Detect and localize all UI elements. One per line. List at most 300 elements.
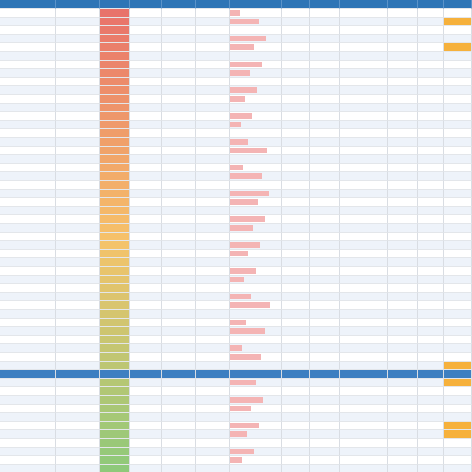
- table-cell[interactable]: [0, 190, 56, 199]
- table-cell[interactable]: [100, 448, 130, 457]
- table-cell[interactable]: [100, 155, 130, 164]
- table-cell[interactable]: [418, 198, 444, 207]
- table-cell[interactable]: [310, 379, 340, 388]
- table-cell[interactable]: [196, 250, 230, 259]
- table-cell[interactable]: [340, 95, 388, 104]
- column-header[interactable]: [0, 0, 56, 9]
- table-cell[interactable]: [230, 26, 282, 35]
- table-cell[interactable]: [230, 405, 282, 414]
- table-cell[interactable]: [340, 258, 388, 267]
- table-cell[interactable]: [310, 43, 340, 52]
- table-cell[interactable]: [100, 164, 130, 173]
- table-cell[interactable]: [100, 129, 130, 138]
- table-cell[interactable]: [100, 86, 130, 95]
- table-cell[interactable]: [0, 104, 56, 113]
- table-cell[interactable]: [100, 121, 130, 130]
- table-cell[interactable]: [230, 241, 282, 250]
- table-cell[interactable]: [100, 35, 130, 44]
- table-cell[interactable]: [230, 319, 282, 328]
- table-cell[interactable]: [388, 138, 418, 147]
- table-cell[interactable]: [130, 129, 162, 138]
- table-cell[interactable]: [310, 112, 340, 121]
- table-cell[interactable]: [388, 69, 418, 78]
- table-cell[interactable]: [310, 172, 340, 181]
- table-cell[interactable]: [444, 465, 472, 472]
- table-cell[interactable]: [162, 396, 196, 405]
- table-cell[interactable]: [130, 35, 162, 44]
- table-cell[interactable]: [162, 258, 196, 267]
- table-cell[interactable]: [130, 147, 162, 156]
- table-cell[interactable]: [418, 95, 444, 104]
- table-cell[interactable]: [56, 69, 100, 78]
- table-cell[interactable]: [56, 190, 100, 199]
- table-cell[interactable]: [162, 413, 196, 422]
- table-cell[interactable]: [100, 422, 130, 431]
- table-cell[interactable]: [162, 69, 196, 78]
- table-cell[interactable]: [100, 387, 130, 396]
- table-cell[interactable]: [418, 276, 444, 285]
- table-cell[interactable]: [282, 18, 310, 27]
- table-cell[interactable]: [340, 465, 388, 472]
- table-cell[interactable]: [0, 465, 56, 472]
- table-cell[interactable]: [340, 69, 388, 78]
- table-cell[interactable]: [100, 370, 130, 379]
- table-cell[interactable]: [310, 181, 340, 190]
- table-cell[interactable]: [444, 155, 472, 164]
- table-cell[interactable]: [0, 172, 56, 181]
- table-cell[interactable]: [0, 370, 56, 379]
- table-cell[interactable]: [282, 78, 310, 87]
- table-cell[interactable]: [56, 198, 100, 207]
- table-cell[interactable]: [310, 86, 340, 95]
- table-cell[interactable]: [418, 301, 444, 310]
- table-cell[interactable]: [162, 448, 196, 457]
- table-cell[interactable]: [162, 121, 196, 130]
- table-cell[interactable]: [162, 310, 196, 319]
- table-cell[interactable]: [0, 258, 56, 267]
- table-cell[interactable]: [100, 293, 130, 302]
- table-cell[interactable]: [196, 155, 230, 164]
- table-cell[interactable]: [196, 387, 230, 396]
- table-cell[interactable]: [56, 413, 100, 422]
- table-cell[interactable]: [388, 379, 418, 388]
- table-cell[interactable]: [388, 293, 418, 302]
- table-cell[interactable]: [444, 181, 472, 190]
- table-cell[interactable]: [418, 164, 444, 173]
- table-cell[interactable]: [130, 69, 162, 78]
- table-cell[interactable]: [130, 155, 162, 164]
- table-cell[interactable]: [56, 224, 100, 233]
- table-cell[interactable]: [130, 86, 162, 95]
- column-header[interactable]: [130, 0, 162, 9]
- table-cell[interactable]: [418, 258, 444, 267]
- table-cell[interactable]: [282, 465, 310, 472]
- table-cell[interactable]: [196, 319, 230, 328]
- table-cell[interactable]: [388, 155, 418, 164]
- table-cell[interactable]: [196, 18, 230, 27]
- table-cell[interactable]: [0, 147, 56, 156]
- table-cell[interactable]: [388, 344, 418, 353]
- table-cell[interactable]: [196, 405, 230, 414]
- table-cell[interactable]: [340, 147, 388, 156]
- table-cell[interactable]: [418, 370, 444, 379]
- table-cell[interactable]: [0, 26, 56, 35]
- table-cell[interactable]: [162, 61, 196, 70]
- table-cell[interactable]: [230, 35, 282, 44]
- table-cell[interactable]: [388, 362, 418, 371]
- table-cell[interactable]: [388, 250, 418, 259]
- table-cell[interactable]: [196, 129, 230, 138]
- table-cell[interactable]: [56, 327, 100, 336]
- table-cell[interactable]: [230, 396, 282, 405]
- table-cell[interactable]: [0, 413, 56, 422]
- table-cell[interactable]: [56, 301, 100, 310]
- table-cell[interactable]: [388, 147, 418, 156]
- table-cell[interactable]: [0, 164, 56, 173]
- table-cell[interactable]: [162, 379, 196, 388]
- table-cell[interactable]: [282, 336, 310, 345]
- table-cell[interactable]: [282, 353, 310, 362]
- table-cell[interactable]: [130, 456, 162, 465]
- table-cell[interactable]: [56, 104, 100, 113]
- table-cell[interactable]: [310, 344, 340, 353]
- table-cell[interactable]: [230, 379, 282, 388]
- table-cell[interactable]: [130, 181, 162, 190]
- table-cell[interactable]: [310, 26, 340, 35]
- table-cell[interactable]: [340, 448, 388, 457]
- table-cell[interactable]: [310, 293, 340, 302]
- table-cell[interactable]: [418, 267, 444, 276]
- table-cell[interactable]: [310, 147, 340, 156]
- table-cell[interactable]: [282, 164, 310, 173]
- table-cell[interactable]: [196, 327, 230, 336]
- table-cell[interactable]: [444, 104, 472, 113]
- table-cell[interactable]: [130, 61, 162, 70]
- table-cell[interactable]: [162, 155, 196, 164]
- table-cell[interactable]: [282, 258, 310, 267]
- table-cell[interactable]: [196, 181, 230, 190]
- table-cell[interactable]: [100, 78, 130, 87]
- table-cell[interactable]: [444, 190, 472, 199]
- table-cell[interactable]: [56, 61, 100, 70]
- table-cell[interactable]: [388, 327, 418, 336]
- table-cell[interactable]: [444, 344, 472, 353]
- table-cell[interactable]: [230, 362, 282, 371]
- table-cell[interactable]: [340, 250, 388, 259]
- table-cell[interactable]: [162, 172, 196, 181]
- table-cell[interactable]: [196, 69, 230, 78]
- table-cell[interactable]: [418, 319, 444, 328]
- table-cell[interactable]: [444, 233, 472, 242]
- table-cell[interactable]: [418, 52, 444, 61]
- table-cell[interactable]: [196, 362, 230, 371]
- table-cell[interactable]: [388, 43, 418, 52]
- table-cell[interactable]: [282, 172, 310, 181]
- table-cell[interactable]: [56, 172, 100, 181]
- table-cell[interactable]: [196, 465, 230, 472]
- table-cell[interactable]: [56, 379, 100, 388]
- table-cell[interactable]: [340, 207, 388, 216]
- table-cell[interactable]: [162, 276, 196, 285]
- table-cell[interactable]: [0, 422, 56, 431]
- table-cell[interactable]: [388, 439, 418, 448]
- table-cell[interactable]: [418, 439, 444, 448]
- table-cell[interactable]: [340, 18, 388, 27]
- table-cell[interactable]: [444, 284, 472, 293]
- table-cell[interactable]: [418, 18, 444, 27]
- table-cell[interactable]: [0, 353, 56, 362]
- table-cell[interactable]: [310, 430, 340, 439]
- table-cell[interactable]: [444, 121, 472, 130]
- table-cell[interactable]: [56, 293, 100, 302]
- table-cell[interactable]: [230, 448, 282, 457]
- table-cell[interactable]: [418, 224, 444, 233]
- table-cell[interactable]: [0, 456, 56, 465]
- table-cell[interactable]: [418, 172, 444, 181]
- table-cell[interactable]: [282, 233, 310, 242]
- table-cell[interactable]: [196, 112, 230, 121]
- table-cell[interactable]: [56, 344, 100, 353]
- table-cell[interactable]: [388, 396, 418, 405]
- table-cell[interactable]: [100, 465, 130, 472]
- table-cell[interactable]: [0, 129, 56, 138]
- column-header[interactable]: [162, 0, 196, 9]
- table-cell[interactable]: [388, 267, 418, 276]
- table-cell[interactable]: [56, 456, 100, 465]
- table-cell[interactable]: [0, 95, 56, 104]
- table-cell[interactable]: [418, 353, 444, 362]
- table-cell[interactable]: [162, 370, 196, 379]
- table-cell[interactable]: [340, 267, 388, 276]
- table-cell[interactable]: [196, 353, 230, 362]
- table-cell[interactable]: [310, 129, 340, 138]
- table-cell[interactable]: [130, 258, 162, 267]
- table-cell[interactable]: [196, 198, 230, 207]
- table-cell[interactable]: [310, 61, 340, 70]
- table-cell[interactable]: [388, 284, 418, 293]
- table-cell[interactable]: [388, 370, 418, 379]
- table-cell[interactable]: [162, 362, 196, 371]
- table-cell[interactable]: [230, 336, 282, 345]
- table-cell[interactable]: [388, 405, 418, 414]
- table-cell[interactable]: [130, 18, 162, 27]
- table-cell[interactable]: [196, 224, 230, 233]
- table-cell[interactable]: [418, 155, 444, 164]
- table-cell[interactable]: [0, 387, 56, 396]
- table-cell[interactable]: [130, 52, 162, 61]
- table-cell[interactable]: [0, 362, 56, 371]
- table-cell[interactable]: [388, 413, 418, 422]
- table-cell[interactable]: [418, 284, 444, 293]
- table-cell[interactable]: [230, 129, 282, 138]
- table-cell[interactable]: [310, 422, 340, 431]
- table-cell[interactable]: [310, 250, 340, 259]
- table-cell[interactable]: [418, 207, 444, 216]
- table-cell[interactable]: [100, 147, 130, 156]
- table-cell[interactable]: [418, 138, 444, 147]
- table-cell[interactable]: [56, 353, 100, 362]
- table-cell[interactable]: [100, 9, 130, 18]
- table-cell[interactable]: [230, 250, 282, 259]
- table-cell[interactable]: [388, 448, 418, 457]
- table-cell[interactable]: [130, 448, 162, 457]
- table-cell[interactable]: [230, 344, 282, 353]
- table-cell[interactable]: [340, 439, 388, 448]
- table-cell[interactable]: [230, 164, 282, 173]
- table-cell[interactable]: [388, 121, 418, 130]
- table-cell[interactable]: [444, 78, 472, 87]
- table-cell[interactable]: [196, 233, 230, 242]
- table-cell[interactable]: [444, 301, 472, 310]
- table-cell[interactable]: [282, 319, 310, 328]
- table-cell[interactable]: [340, 233, 388, 242]
- table-cell[interactable]: [418, 233, 444, 242]
- table-cell[interactable]: [230, 284, 282, 293]
- table-cell[interactable]: [444, 18, 472, 27]
- table-cell[interactable]: [130, 198, 162, 207]
- table-cell[interactable]: [100, 18, 130, 27]
- table-cell[interactable]: [230, 439, 282, 448]
- table-cell[interactable]: [340, 344, 388, 353]
- table-cell[interactable]: [418, 9, 444, 18]
- table-cell[interactable]: [56, 250, 100, 259]
- table-cell[interactable]: [444, 35, 472, 44]
- table-cell[interactable]: [310, 35, 340, 44]
- table-cell[interactable]: [388, 26, 418, 35]
- table-cell[interactable]: [100, 439, 130, 448]
- table-cell[interactable]: [388, 422, 418, 431]
- table-cell[interactable]: [230, 172, 282, 181]
- table-cell[interactable]: [282, 284, 310, 293]
- table-cell[interactable]: [130, 310, 162, 319]
- table-cell[interactable]: [56, 422, 100, 431]
- table-cell[interactable]: [282, 86, 310, 95]
- table-cell[interactable]: [282, 456, 310, 465]
- table-cell[interactable]: [388, 241, 418, 250]
- table-cell[interactable]: [130, 353, 162, 362]
- table-cell[interactable]: [162, 422, 196, 431]
- table-cell[interactable]: [100, 52, 130, 61]
- table-cell[interactable]: [230, 456, 282, 465]
- table-cell[interactable]: [196, 215, 230, 224]
- table-cell[interactable]: [444, 129, 472, 138]
- table-cell[interactable]: [162, 319, 196, 328]
- table-cell[interactable]: [418, 310, 444, 319]
- table-cell[interactable]: [418, 190, 444, 199]
- table-cell[interactable]: [130, 121, 162, 130]
- table-cell[interactable]: [388, 172, 418, 181]
- table-cell[interactable]: [100, 250, 130, 259]
- table-cell[interactable]: [340, 379, 388, 388]
- table-cell[interactable]: [340, 327, 388, 336]
- table-cell[interactable]: [388, 310, 418, 319]
- table-cell[interactable]: [196, 78, 230, 87]
- table-cell[interactable]: [162, 138, 196, 147]
- table-cell[interactable]: [340, 129, 388, 138]
- table-cell[interactable]: [130, 164, 162, 173]
- table-cell[interactable]: [56, 336, 100, 345]
- table-cell[interactable]: [130, 413, 162, 422]
- table-cell[interactable]: [196, 61, 230, 70]
- table-cell[interactable]: [340, 284, 388, 293]
- table-cell[interactable]: [444, 86, 472, 95]
- table-cell[interactable]: [130, 465, 162, 472]
- table-cell[interactable]: [196, 439, 230, 448]
- table-cell[interactable]: [56, 181, 100, 190]
- table-cell[interactable]: [100, 43, 130, 52]
- table-cell[interactable]: [162, 284, 196, 293]
- table-cell[interactable]: [388, 319, 418, 328]
- table-cell[interactable]: [162, 215, 196, 224]
- table-cell[interactable]: [418, 69, 444, 78]
- table-cell[interactable]: [162, 181, 196, 190]
- table-cell[interactable]: [130, 362, 162, 371]
- table-cell[interactable]: [56, 258, 100, 267]
- table-cell[interactable]: [230, 215, 282, 224]
- table-cell[interactable]: [310, 190, 340, 199]
- table-cell[interactable]: [310, 456, 340, 465]
- table-cell[interactable]: [196, 207, 230, 216]
- table-cell[interactable]: [0, 86, 56, 95]
- table-cell[interactable]: [340, 181, 388, 190]
- table-cell[interactable]: [162, 465, 196, 472]
- table-cell[interactable]: [282, 310, 310, 319]
- table-cell[interactable]: [444, 448, 472, 457]
- table-cell[interactable]: [310, 233, 340, 242]
- table-cell[interactable]: [282, 147, 310, 156]
- table-cell[interactable]: [310, 78, 340, 87]
- table-cell[interactable]: [0, 301, 56, 310]
- table-cell[interactable]: [418, 35, 444, 44]
- table-cell[interactable]: [282, 448, 310, 457]
- column-header[interactable]: [388, 0, 418, 9]
- table-cell[interactable]: [196, 370, 230, 379]
- table-cell[interactable]: [162, 224, 196, 233]
- table-cell[interactable]: [162, 52, 196, 61]
- table-cell[interactable]: [0, 207, 56, 216]
- table-cell[interactable]: [162, 104, 196, 113]
- table-cell[interactable]: [100, 344, 130, 353]
- table-cell[interactable]: [282, 181, 310, 190]
- table-cell[interactable]: [230, 430, 282, 439]
- table-cell[interactable]: [196, 456, 230, 465]
- table-cell[interactable]: [0, 198, 56, 207]
- table-cell[interactable]: [196, 35, 230, 44]
- table-cell[interactable]: [130, 276, 162, 285]
- table-cell[interactable]: [418, 43, 444, 52]
- table-cell[interactable]: [282, 250, 310, 259]
- table-cell[interactable]: [0, 78, 56, 87]
- table-cell[interactable]: [444, 319, 472, 328]
- table-cell[interactable]: [388, 78, 418, 87]
- table-cell[interactable]: [0, 138, 56, 147]
- table-cell[interactable]: [388, 336, 418, 345]
- table-cell[interactable]: [282, 198, 310, 207]
- table-cell[interactable]: [100, 267, 130, 276]
- table-cell[interactable]: [0, 35, 56, 44]
- table-cell[interactable]: [196, 344, 230, 353]
- table-cell[interactable]: [230, 147, 282, 156]
- table-cell[interactable]: [340, 190, 388, 199]
- table-cell[interactable]: [310, 198, 340, 207]
- table-cell[interactable]: [340, 310, 388, 319]
- table-cell[interactable]: [230, 43, 282, 52]
- table-cell[interactable]: [56, 52, 100, 61]
- table-cell[interactable]: [444, 310, 472, 319]
- table-cell[interactable]: [388, 233, 418, 242]
- table-cell[interactable]: [162, 405, 196, 414]
- table-cell[interactable]: [388, 387, 418, 396]
